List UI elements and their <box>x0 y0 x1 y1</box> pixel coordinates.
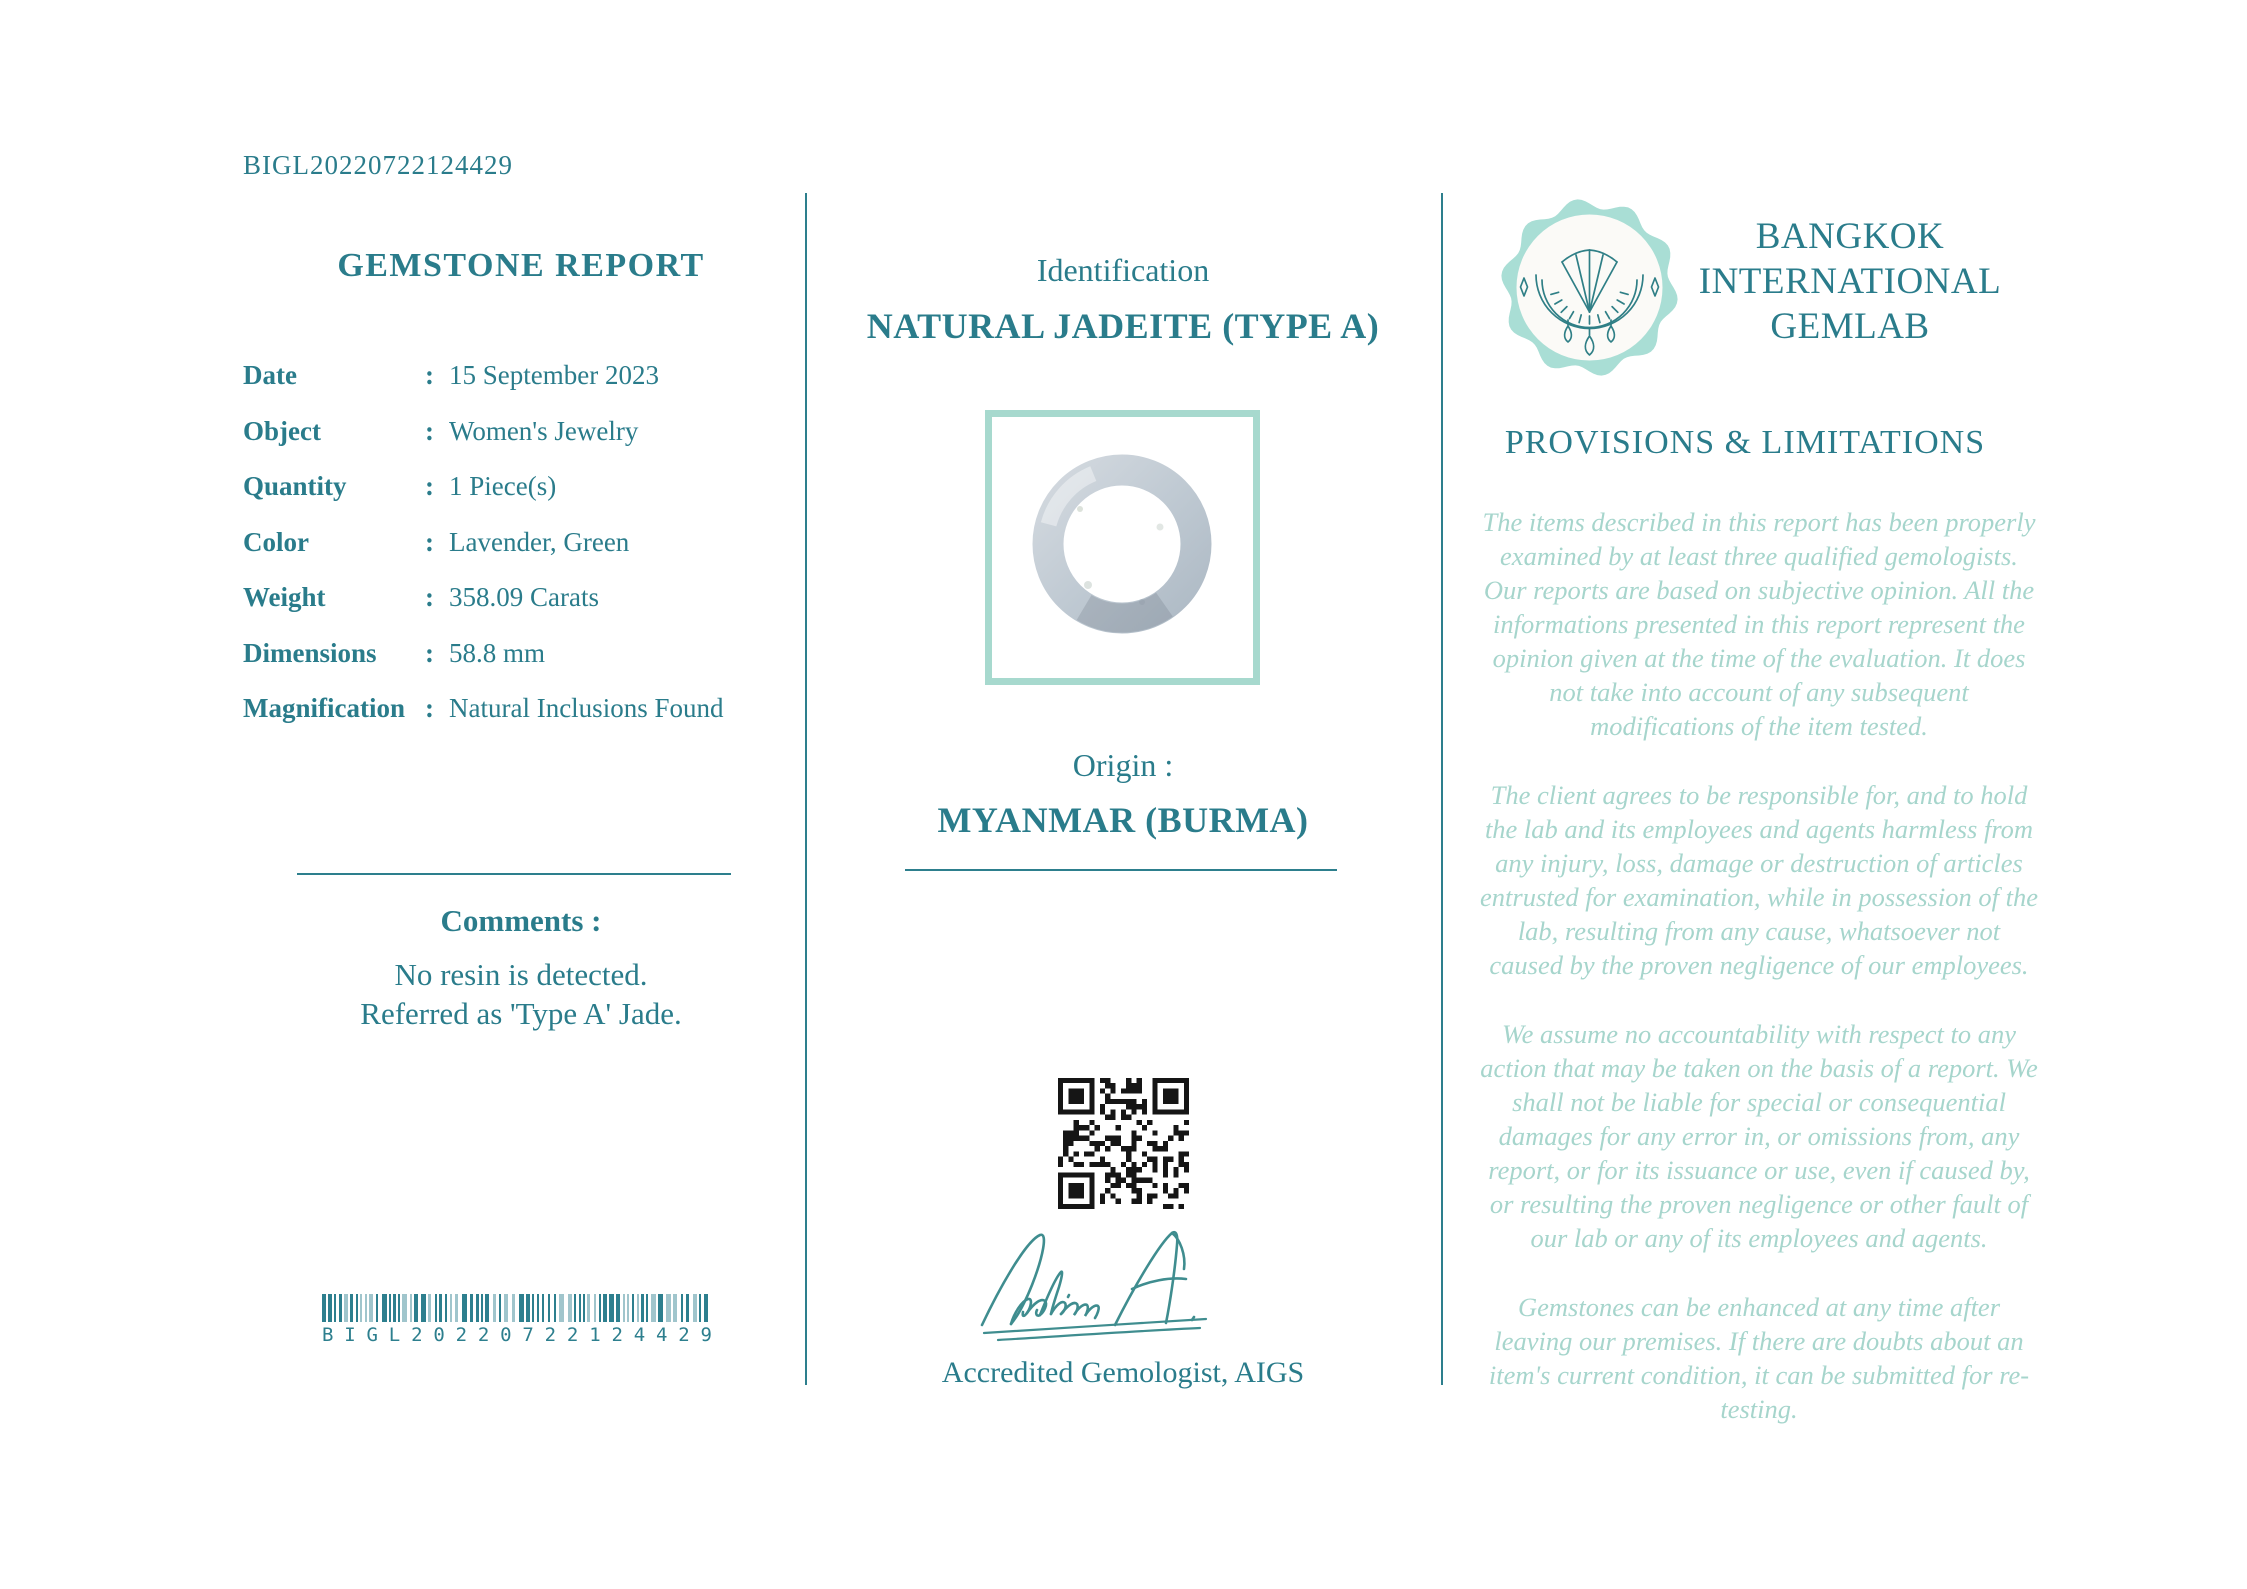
comments-heading: Comments : <box>440 903 602 938</box>
provisions-text <box>1480 505 2038 1461</box>
gemologist-title: Accredited Gemologist, AIGS <box>941 1356 1305 1389</box>
comments-divider <box>297 873 731 875</box>
field-label: Quantity <box>243 471 347 501</box>
report-title: GEMSTONE REPORT <box>337 247 705 284</box>
field-row-dimensions <box>243 638 818 694</box>
field-row-quantity <box>243 471 818 527</box>
comment-line: Referred as 'Type A' Jade. <box>360 996 682 1031</box>
field-row-weight <box>243 582 818 638</box>
column-divider-right <box>1441 193 1443 1385</box>
field-value: Women's Jewelry <box>449 415 639 446</box>
field-label: Date <box>243 360 297 390</box>
qr-code <box>1058 1078 1189 1209</box>
field-colon: : <box>425 360 434 390</box>
field-value: 58.8 mm <box>449 637 546 668</box>
identification-heading: Identification <box>1036 252 1210 288</box>
field-value: Natural Inclusions Found <box>449 693 724 723</box>
qr-code-image <box>1058 1078 1189 1209</box>
origin-divider <box>905 869 1337 871</box>
lab-name-line: INTERNATIONAL <box>1698 261 2002 302</box>
origin-label: Origin : <box>1072 747 1174 783</box>
comments-text <box>240 955 802 1033</box>
field-colon: : <box>425 415 434 446</box>
identification-value: NATURAL JADEITE (TYPE A) <box>866 306 1380 346</box>
field-row-date <box>243 360 818 416</box>
origin-value: MYANMAR (BURMA) <box>937 800 1309 840</box>
signature-icon <box>960 1225 1290 1355</box>
field-colon: : <box>425 582 434 612</box>
lab-name-line: GEMLAB <box>1770 306 1930 347</box>
field-row-magnification <box>243 693 818 749</box>
field-label: Magnification <box>243 693 405 723</box>
lab-logo-image <box>1498 196 1681 379</box>
provisions-paragraph: The client agrees to be responsible for, and to hold the lab and its employees and agents harmless from any injury, loss, damage or destruction of articles entrusted for examination, while in possession of the lab, resulting from any cause, whatsoever not caused by the proven negligence of our employees. <box>1480 780 2038 980</box>
provisions-paragraph: We assume no accountability with respect to any action that may be taken on the basis of a report. We shall not be liable for special or consequential damages for any error in, or omissions from, any report, or for its issuance or use, even if caused by, or resulting the proven negligence or other fault of our lab or any of its employees and agents. <box>1480 1019 2038 1253</box>
field-label: Color <box>243 526 309 557</box>
gemologist-signature <box>960 1225 1290 1355</box>
lab-logo-icon <box>1498 196 1681 379</box>
field-label: Dimensions <box>243 637 377 668</box>
report-fields-table <box>243 360 818 749</box>
field-row-color <box>243 527 818 583</box>
report-number: BIGL20220722124429 <box>243 150 513 180</box>
barcode-text: B I G L 2 0 2 2 0 7 2 2 1 2 4 4 2 9 <box>322 1324 712 1346</box>
field-colon: : <box>425 471 434 501</box>
lab-name-line: BANGKOK <box>1755 216 1945 257</box>
provisions-paragraph: Gemstones can be enhanced at any time after leaving our premises. If there are doubts about an item's current condition, it can be submitted for re-testing. <box>1488 1292 2030 1424</box>
provisions-heading: PROVISIONS & LIMITATIONS <box>1504 424 1986 461</box>
field-colon: : <box>425 693 434 723</box>
field-value: 1 Piece(s) <box>449 471 557 501</box>
field-colon: : <box>425 526 434 557</box>
field-value: 15 September 2023 <box>449 360 659 390</box>
field-label: Weight <box>243 582 326 612</box>
field-label: Object <box>243 415 321 446</box>
field-colon: : <box>425 637 434 668</box>
provisions-paragraph: The items described in this report has been properly examined by at least three qualified gemologists. Our reports are based on subjective opinion. All the informations presented in this report represent the opinion given at the time of the evaluation. It does not take into account of any subsequent modifications of the item tested. <box>1482 507 2036 741</box>
barcode-bars <box>322 1294 712 1322</box>
field-row-object <box>243 416 818 472</box>
comment-line: No resin is detected. <box>394 957 648 992</box>
field-value: Lavender, Green <box>449 526 630 557</box>
jade-bangle-image <box>992 417 1253 678</box>
barcode <box>322 1294 712 1346</box>
lab-name <box>1672 214 2028 349</box>
jade-bangle-photo <box>985 410 1260 685</box>
field-value: 358.09 Carats <box>449 582 599 612</box>
